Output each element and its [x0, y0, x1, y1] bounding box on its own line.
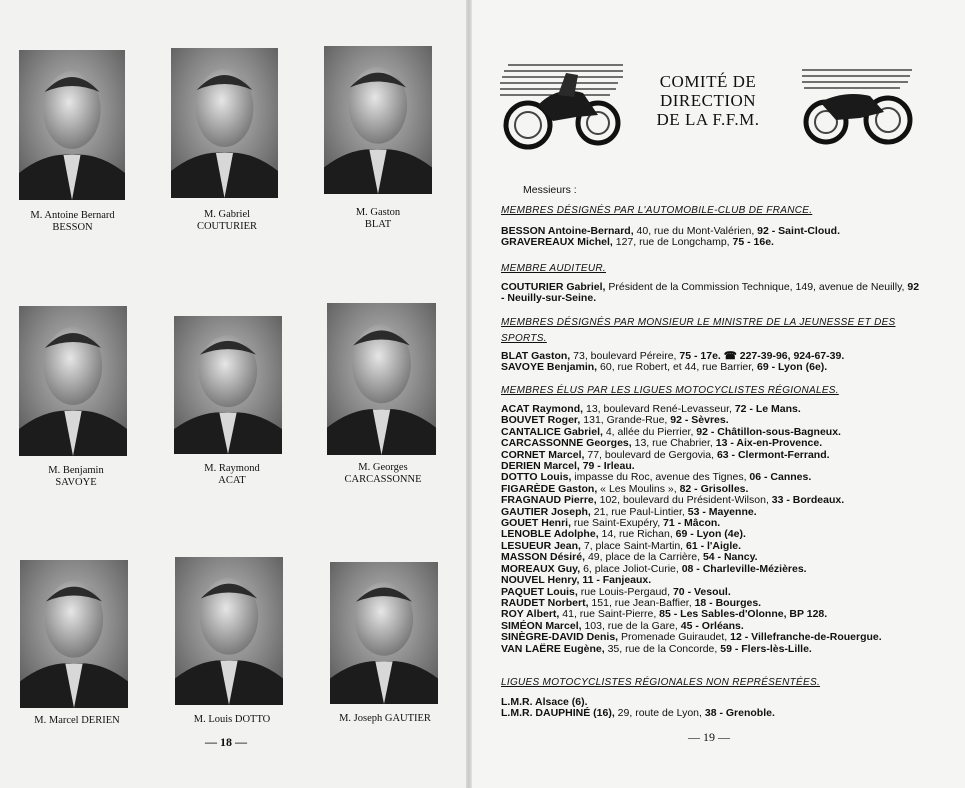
member-entry: PAQUET Louis, rue Louis-Pergaud, 70 - Vesoul.	[501, 585, 731, 598]
member-entry: DERIEN Marcel, 79 - Irleau.	[501, 460, 635, 473]
member-entry: L.M.R. DAUPHINÉ (16), 29, route de Lyon, 38 - Grenoble.	[501, 707, 775, 720]
section-heading: MEMBRES DÉSIGNÉS PAR L'AUTOMOBILE-CLUB DE FRANCE.	[501, 205, 813, 216]
member-entry: NOUVEL Henry, 11 - Fanjeaux.	[501, 574, 652, 587]
portrait-photo-couturier	[171, 48, 278, 198]
caption-line1: M. Gaston	[355, 207, 401, 218]
caption-line1: M. Joseph GAUTIER	[339, 713, 431, 724]
member-entry: LESUEUR Jean, 7, place Saint-Martin, 61 - l'Aigle.	[501, 539, 742, 552]
member-entry: ACAT Raymond, 13, boulevard René-Levasseur, 72 - Le Mans.	[501, 403, 801, 415]
portrait-photo-blat	[324, 46, 432, 194]
caption-acat	[157, 463, 307, 487]
member-entry: SINÈGRE-DAVID Denis, Promenade Guiraudet, 12 - Villefranche-de-Rouergue.	[501, 631, 882, 644]
caption-line1: M. Raymond	[204, 463, 260, 474]
section-ministre	[501, 315, 921, 347]
portrait-photo-carcassonne	[327, 303, 436, 455]
caption-line2: COUTURIER	[196, 221, 258, 232]
section-non-representees	[501, 677, 921, 688]
caption-line1: M. Marcel DERIEN	[34, 715, 120, 726]
member-entry: VAN LAËRE Eugène, 35, rue de la Concorde, 59 - Flers-lès-Lille.	[501, 642, 812, 655]
member-entry: ROY Albert, 41, rue Saint-Pierre, 85 - Les Sables-d'Olonne, BP 128.	[501, 608, 828, 621]
member-entry: MOREAUX Guy, 6, place Joliot-Curie, 08 - Charleville-Mézières.	[501, 562, 807, 575]
page-number-right: — 19 —	[688, 730, 730, 744]
portrait-photo-dotto	[175, 557, 283, 705]
section-heading: MEMBRE AUDITEUR.	[501, 263, 606, 274]
member-entry: CORNET Marcel, 77, boulevard de Gergovia, 63 - Clermont-Ferrand.	[501, 448, 830, 461]
member-entry: MASSON Désiré, 49, place de la Carrière, 54 - Nancy.	[501, 551, 758, 564]
caption-line2: SAVOYE	[55, 477, 97, 488]
member-entry: L.M.R. Alsace (6).	[501, 696, 588, 708]
portrait-photo-gautier	[330, 562, 438, 704]
member-entry: BLAT Gaston, 73, boulevard Péreire, 75 - 17e. ☎ 227-39-96, 924-67-39.	[501, 350, 845, 362]
title-line: DIRECTION	[659, 91, 757, 110]
section-auditeur	[501, 263, 921, 274]
section-heading: LIGUES MOTOCYCLISTES RÉGIONALES NON REPRÉSENTÉES.	[501, 677, 821, 688]
caption-dotto	[157, 714, 307, 726]
caption-line2: BESSON	[52, 222, 93, 233]
member-entry: CARCASSONNE Georges, 13, rue Chabrier, 13 - Aix-en-Provence.	[501, 437, 823, 450]
caption-line1: M. Louis DOTTO	[193, 714, 271, 725]
member-entry: GOUET Henri, rue Saint-Exupéry, 71 - Mâcon.	[501, 517, 721, 530]
member-entry: RAUDET Norbert, 151, rue Jean-Baffier, 18 - Bourges.	[501, 596, 762, 609]
member-entry: FIGARÈDE Gaston, « Les Moulins », 82 - Grisolles.	[501, 482, 749, 495]
intro-text: Messieurs :	[523, 184, 577, 196]
caption-line2: CARCASSONNE	[344, 474, 422, 485]
page-number-left: — 18 —	[205, 735, 247, 749]
caption-line1: M. Georges	[358, 462, 408, 473]
caption-derien	[2, 715, 152, 727]
book-fold	[466, 0, 472, 788]
caption-line1: M. Antoine Bernard	[30, 210, 115, 221]
section-auditeur-entries	[501, 282, 921, 305]
member-entry: BESSON Antoine-Bernard, 40, rue du Mont-Valérien, 92 - Saint-Cloud.	[501, 225, 841, 237]
caption-besson	[0, 210, 145, 234]
member-entry: SIMÉON Marcel, 103, rue de la Gare, 45 - Orléans.	[501, 619, 744, 632]
caption-savoye	[0, 465, 152, 489]
portrait-photo-acat	[174, 316, 282, 454]
title-line: DE LA F.F.M.	[656, 110, 760, 129]
caption-blat	[303, 207, 453, 231]
caption-line2: BLAT	[364, 219, 392, 230]
member-entry: BOUVET Roger, 131, Grande-Rue, 92 - Sèvres.	[501, 414, 729, 427]
member-entry: FRAGNAUD Pierre, 102, boulevard du Président-Wilson, 33 - Bordeaux.	[501, 494, 845, 507]
motorcycle-illustration-right	[800, 62, 915, 150]
caption-line2: ACAT	[218, 475, 246, 486]
section-acf-entries	[501, 226, 921, 249]
member-entry: CANTALICE Gabriel, 4, allée du Pierrier, 92 - Châtillon-sous-Bagneux.	[501, 425, 841, 438]
portrait-photo-savoye	[19, 306, 127, 456]
member-entry: GAUTIER Joseph, 21, rue Paul-Lintier, 53 - Mayenne.	[501, 505, 757, 518]
member-entry: SAVOYE Benjamin, 60, rue Robert, et 44, rue Barrier, 69 - Lyon (6e).	[501, 361, 828, 374]
portrait-photo-besson	[19, 50, 125, 200]
member-entry: DOTTO Louis, impasse du Roc, avenue des Tignes, 06 - Cannes.	[501, 471, 812, 484]
caption-carcassonne	[308, 462, 458, 486]
section-acf	[501, 205, 921, 216]
member-entry: COUTURIER Gabriel, Président de la Commission Technique, 149, avenue de Neuilly, 92 - Neuilly-sur-Seine.	[501, 281, 920, 305]
section-heading: MEMBRES DÉSIGNÉS PAR MONSIEUR LE MINISTRE DE LA JEUNESSE ET DES SPORTS.	[501, 317, 896, 344]
caption-couturier	[152, 209, 302, 233]
section-ministre-entries	[501, 351, 921, 374]
section-ligues	[501, 385, 921, 396]
caption-line1: M. Benjamin	[48, 465, 104, 476]
portrait-photo-derien	[20, 560, 128, 708]
section-ligues-entries	[501, 404, 921, 655]
title-line: COMITÉ DE	[659, 72, 757, 91]
member-entry: LENOBLE Adolphe, 14, rue Richan, 69 - Lyon (4e).	[501, 528, 746, 541]
caption-line1: M. Gabriel	[203, 209, 251, 220]
member-entry: GRAVEREAUX Michel, 127, rue de Longchamp, 75 - 16e.	[501, 236, 774, 249]
motorcycle-illustration-left	[498, 55, 628, 150]
committee-title	[652, 72, 764, 129]
section-heading: MEMBRES ÉLUS PAR LES LIGUES MOTOCYCLISTES RÉGIONALES.	[501, 385, 839, 396]
section-non-representees-entries	[501, 697, 921, 720]
caption-gautier	[310, 713, 460, 725]
